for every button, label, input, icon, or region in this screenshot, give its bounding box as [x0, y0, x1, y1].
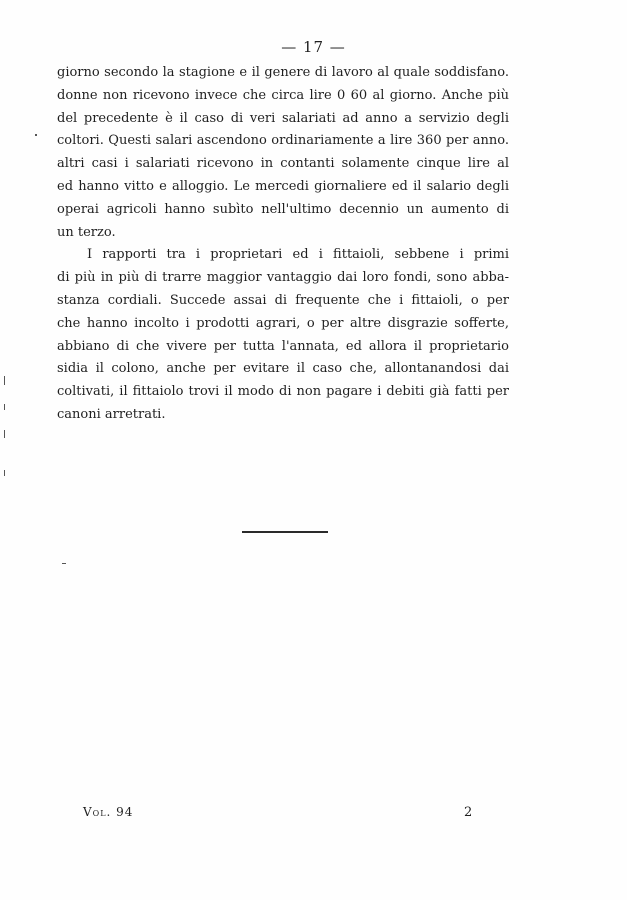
paragraph-1: [57, 62, 509, 244]
text-line: sidia il colono, anche per evitare il caso che, allontanandosi dai: [57, 361, 509, 377]
text-line: I rapporti tra i proprietari ed i fittaioli, sebbene i primi: [87, 247, 509, 263]
text-line: abbiano di che vivere per tutta l'annata, ed allora il proprietario: [57, 338, 509, 354]
paragraph-2: [57, 244, 509, 426]
text-line: un terzo.: [57, 224, 116, 240]
scan-speck: [4, 430, 5, 438]
text-line: ed hanno vitto e alloggio. Le mercedi giornaliere ed il salario degli: [57, 178, 509, 194]
scan-speck: [35, 134, 37, 136]
text-line: coltivati, il fittaiolo trovi il modo di non pagare i debiti già fatti per: [57, 384, 509, 400]
text-line: donne non ricevono invece che circa lire 0 60 al giorno. Anche più: [57, 87, 509, 103]
scan-speck: [4, 376, 5, 385]
page-number: — 17 —: [281, 38, 346, 56]
text-line: del precedente è il caso di veri salariati ad anno a servizio degli: [57, 110, 509, 126]
text-line: operai agricoli hanno subìto nell'ultimo decennio un aumento di: [57, 201, 509, 217]
signature-mark: 2: [464, 805, 473, 820]
scan-speck: [62, 563, 66, 564]
scan-speck: [4, 470, 5, 476]
section-divider: [242, 531, 328, 533]
text-line: coltori. Questi salari ascendono ordinariamente a lire 360 per anno.: [57, 133, 509, 149]
body-text: [57, 62, 509, 427]
scan-speck: [4, 404, 5, 410]
text-line: altri casi i salariati ricevono in contanti solamente cinque lire al: [57, 156, 509, 172]
text-line: di più in più di trarre maggior vantaggio dai loro fondi, sono abba-: [57, 270, 509, 286]
text-line: canoni arretrati.: [57, 406, 166, 422]
volume-label: Vol. 94: [83, 805, 134, 819]
text-line: che hanno incolto i prodotti agrari, o per altre disgrazie sofferte,: [57, 315, 509, 331]
text-line: giorno secondo la stagione e il genere di lavoro al quale soddisfano.: [57, 65, 509, 80]
text-line: stanza cordiali. Succede assai di frequente che i fittaioli, o per: [57, 292, 509, 308]
